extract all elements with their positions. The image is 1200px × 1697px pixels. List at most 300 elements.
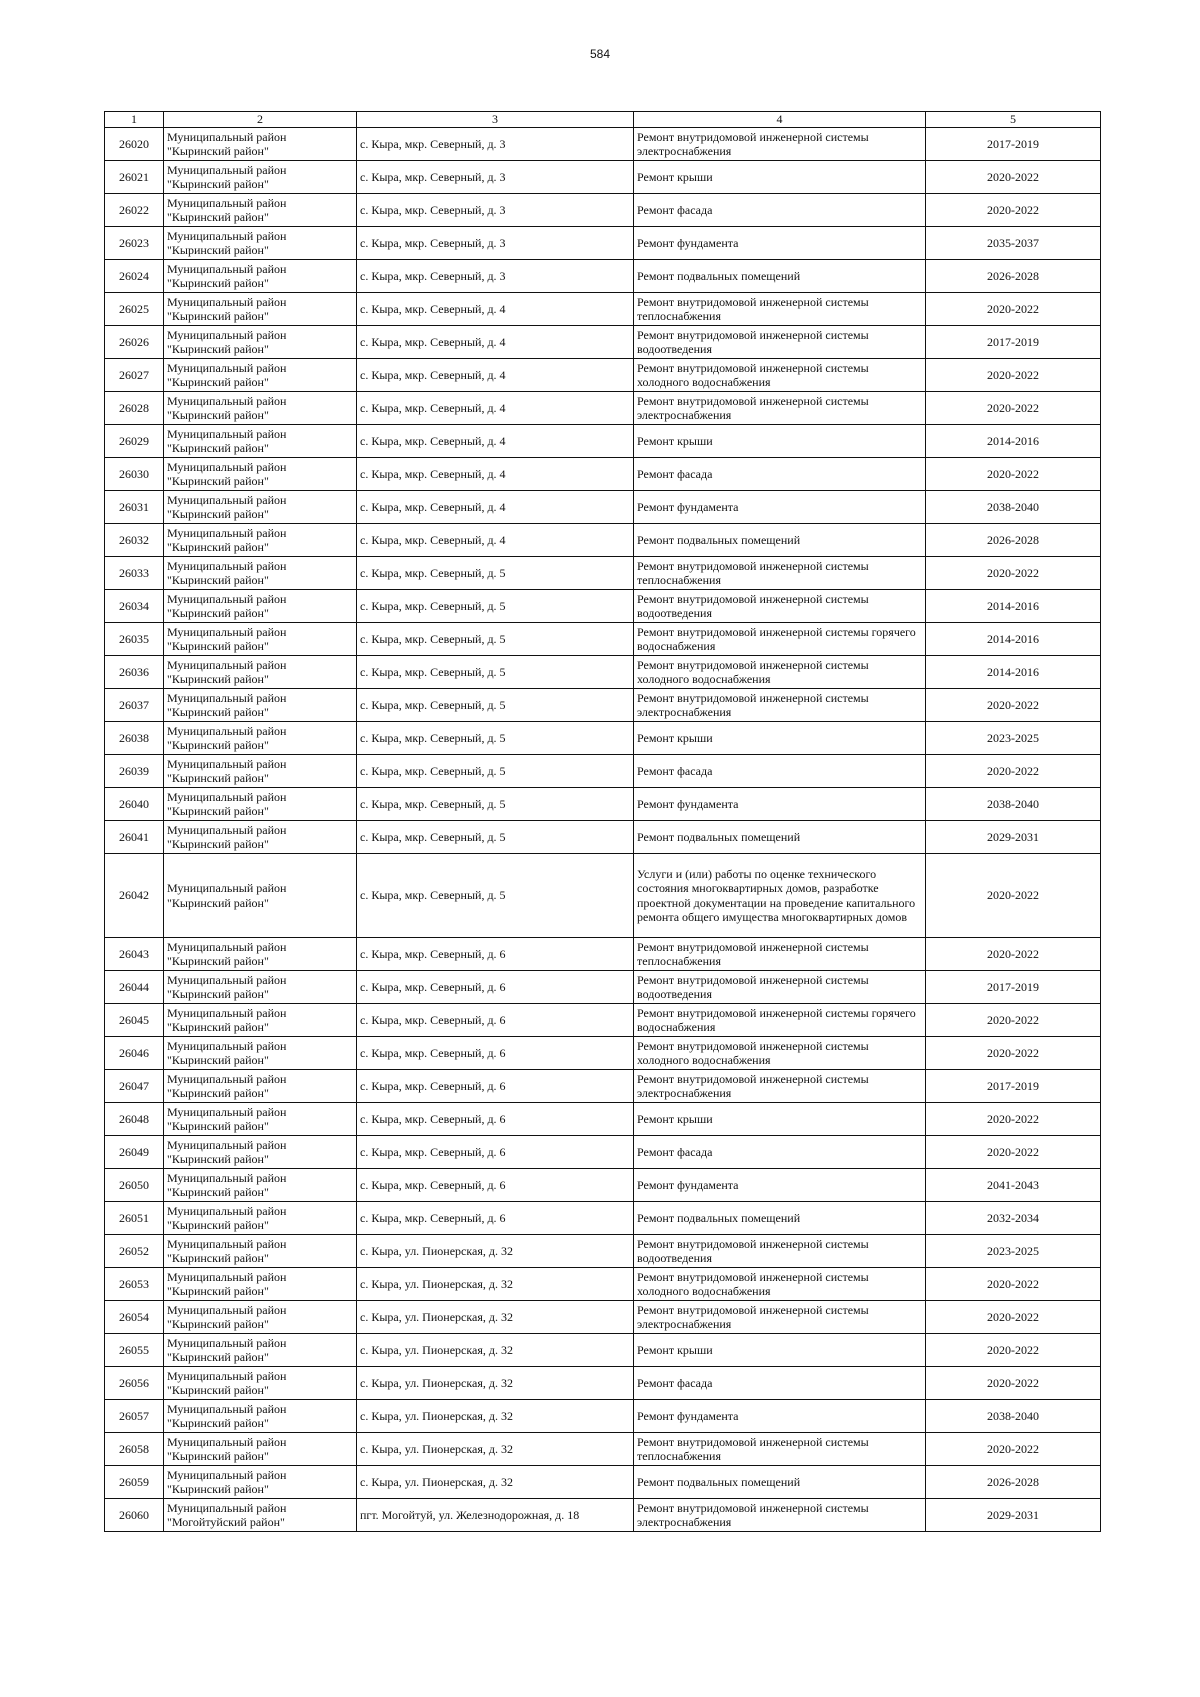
record-number: 26031 xyxy=(105,491,164,524)
table-row xyxy=(105,128,1101,161)
district-line: Муниципальный район xyxy=(167,1104,287,1119)
repair-work-type: Ремонт внутридомовой инженерной системы холодного водоснабжения xyxy=(634,1037,926,1070)
record-number: 26027 xyxy=(105,359,164,392)
table-row xyxy=(105,1103,1101,1136)
record-number: 26036 xyxy=(105,656,164,689)
building-address: с. Кыра, мкр. Северный, д. 6 xyxy=(357,1037,634,1070)
planned-period: 2020-2022 xyxy=(926,938,1101,971)
district-line: "Кыринский район" xyxy=(167,474,269,488)
record-number: 26056 xyxy=(105,1367,164,1400)
planned-period: 2020-2022 xyxy=(926,689,1101,722)
table-row xyxy=(105,689,1101,722)
planned-period: 2014-2016 xyxy=(926,590,1101,623)
planned-period: 2017-2019 xyxy=(926,128,1101,161)
building-address: с. Кыра, мкр. Северный, д. 5 xyxy=(357,722,634,755)
district-line: Муниципальный район xyxy=(167,492,287,507)
table-row xyxy=(105,392,1101,425)
building-address: с. Кыра, ул. Пионерская, д. 32 xyxy=(357,1334,634,1367)
building-address: пгт. Могойтуй, ул. Железнодорожная, д. 18 xyxy=(357,1499,634,1532)
building-address: с. Кыра, мкр. Северный, д. 3 xyxy=(357,128,634,161)
district-line: "Кыринский район" xyxy=(167,441,269,455)
municipal-district xyxy=(164,1400,357,1433)
repair-work-type: Ремонт внутридомовой инженерной системы холодного водоснабжения xyxy=(634,359,926,392)
municipal-district xyxy=(164,971,357,1004)
municipal-district xyxy=(164,227,357,260)
building-address: с. Кыра, мкр. Северный, д. 6 xyxy=(357,971,634,1004)
district-line: "Кыринский район" xyxy=(167,1482,269,1496)
table-row xyxy=(105,938,1101,971)
district-line: "Кыринский район" xyxy=(167,1020,269,1034)
municipal-district xyxy=(164,1268,357,1301)
district-line: Муниципальный район xyxy=(167,1071,287,1086)
planned-period: 2035-2037 xyxy=(926,227,1101,260)
municipal-district xyxy=(164,557,357,590)
district-line: Муниципальный район xyxy=(167,1236,287,1251)
planned-period: 2026-2028 xyxy=(926,524,1101,557)
district-line: "Кыринский район" xyxy=(167,177,269,191)
district-line: Муниципальный район xyxy=(167,162,287,177)
district-line: "Кыринский район" xyxy=(167,639,269,653)
column-header-3: 3 xyxy=(357,112,634,128)
record-number: 26059 xyxy=(105,1466,164,1499)
planned-period: 2038-2040 xyxy=(926,1400,1101,1433)
table-row xyxy=(105,194,1101,227)
planned-period: 2017-2019 xyxy=(926,326,1101,359)
table-row xyxy=(105,359,1101,392)
record-number: 26047 xyxy=(105,1070,164,1103)
repair-work-type: Ремонт фасада xyxy=(634,755,926,788)
table-row xyxy=(105,722,1101,755)
district-line: Муниципальный район xyxy=(167,426,287,441)
record-number: 26060 xyxy=(105,1499,164,1532)
planned-period: 2023-2025 xyxy=(926,722,1101,755)
municipal-district xyxy=(164,1301,357,1334)
building-address: с. Кыра, мкр. Северный, д. 5 xyxy=(357,623,634,656)
district-line: Муниципальный район xyxy=(167,195,287,210)
planned-period: 2020-2022 xyxy=(926,293,1101,326)
building-address: с. Кыра, мкр. Северный, д. 5 xyxy=(357,689,634,722)
planned-period: 2032-2034 xyxy=(926,1202,1101,1235)
planned-period: 2020-2022 xyxy=(926,458,1101,491)
record-number: 26032 xyxy=(105,524,164,557)
district-line: Муниципальный район xyxy=(167,1500,287,1515)
municipal-district xyxy=(164,194,357,227)
table-row xyxy=(105,1367,1101,1400)
repair-work-type: Ремонт внутридомовой инженерной системы электроснабжения xyxy=(634,1070,926,1103)
repair-work-type: Ремонт фундамента xyxy=(634,227,926,260)
municipal-district xyxy=(164,1235,357,1268)
municipal-district xyxy=(164,524,357,557)
repair-work-type: Ремонт внутридомовой инженерной системы теплоснабжения xyxy=(634,557,926,590)
record-number: 26024 xyxy=(105,260,164,293)
district-line: Муниципальный район xyxy=(167,939,287,954)
district-line: Муниципальный район xyxy=(167,657,287,672)
district-line: "Кыринский район" xyxy=(167,309,269,323)
repair-work-type: Ремонт внутридомовой инженерной системы теплоснабжения xyxy=(634,293,926,326)
municipal-district xyxy=(164,1202,357,1235)
repair-work-type: Ремонт фасада xyxy=(634,1136,926,1169)
municipal-district xyxy=(164,821,357,854)
table-row xyxy=(105,293,1101,326)
municipal-district xyxy=(164,755,357,788)
district-line: Муниципальный район xyxy=(167,591,287,606)
record-number: 26040 xyxy=(105,788,164,821)
municipal-district xyxy=(164,1136,357,1169)
district-line: Муниципальный район xyxy=(167,1335,287,1350)
municipal-district xyxy=(164,656,357,689)
table-row xyxy=(105,821,1101,854)
repair-work-type: Ремонт подвальных помещений xyxy=(634,260,926,293)
table-row xyxy=(105,161,1101,194)
district-line: "Кыринский район" xyxy=(167,1383,269,1397)
table-body xyxy=(105,128,1101,1532)
repair-work-type: Ремонт крыши xyxy=(634,1334,926,1367)
municipal-district xyxy=(164,623,357,656)
building-address: с. Кыра, мкр. Северный, д. 5 xyxy=(357,656,634,689)
planned-period: 2014-2016 xyxy=(926,425,1101,458)
repair-work-type: Ремонт внутридомовой инженерной системы водоотведения xyxy=(634,590,926,623)
municipal-district xyxy=(164,1004,357,1037)
planned-period: 2041-2043 xyxy=(926,1169,1101,1202)
record-number: 26020 xyxy=(105,128,164,161)
building-address: с. Кыра, мкр. Северный, д. 4 xyxy=(357,392,634,425)
repair-work-type: Ремонт фундамента xyxy=(634,1400,926,1433)
district-line: Муниципальный район xyxy=(167,327,287,342)
planned-period: 2026-2028 xyxy=(926,260,1101,293)
repair-work-type: Ремонт фундамента xyxy=(634,788,926,821)
repair-work-type: Ремонт подвальных помещений xyxy=(634,1202,926,1235)
municipal-district xyxy=(164,689,357,722)
district-line: Муниципальный район xyxy=(167,558,287,573)
planned-period: 2026-2028 xyxy=(926,1466,1101,1499)
table-row xyxy=(105,854,1101,938)
planned-period: 2038-2040 xyxy=(926,491,1101,524)
district-line: "Кыринский район" xyxy=(167,771,269,785)
building-address: с. Кыра, мкр. Северный, д. 5 xyxy=(357,854,634,938)
municipal-district xyxy=(164,392,357,425)
district-line: Муниципальный район xyxy=(167,1038,287,1053)
planned-period: 2020-2022 xyxy=(926,755,1101,788)
building-address: с. Кыра, ул. Пионерская, д. 32 xyxy=(357,1466,634,1499)
district-line: "Кыринский район" xyxy=(167,507,269,521)
municipal-district xyxy=(164,1499,357,1532)
planned-period: 2029-2031 xyxy=(926,821,1101,854)
district-line: Муниципальный район xyxy=(167,789,287,804)
building-address: с. Кыра, ул. Пионерская, д. 32 xyxy=(357,1235,634,1268)
planned-period: 2020-2022 xyxy=(926,359,1101,392)
table-row xyxy=(105,1136,1101,1169)
repair-work-type: Ремонт внутридомовой инженерной системы электроснабжения xyxy=(634,392,926,425)
district-line: Муниципальный район xyxy=(167,723,287,738)
district-line: Муниципальный район xyxy=(167,459,287,474)
district-line: Муниципальный район xyxy=(167,972,287,987)
planned-period: 2020-2022 xyxy=(926,1004,1101,1037)
district-line: "Кыринский район" xyxy=(167,375,269,389)
planned-period: 2023-2025 xyxy=(926,1235,1101,1268)
record-number: 26057 xyxy=(105,1400,164,1433)
table-row xyxy=(105,260,1101,293)
table-row xyxy=(105,1334,1101,1367)
record-number: 26038 xyxy=(105,722,164,755)
district-line: Муниципальный район xyxy=(167,1368,287,1383)
column-header-1: 1 xyxy=(105,112,164,128)
municipal-district xyxy=(164,938,357,971)
table-row xyxy=(105,227,1101,260)
district-line: Муниципальный район xyxy=(167,881,287,895)
table-row xyxy=(105,1433,1101,1466)
building-address: с. Кыра, мкр. Северный, д. 5 xyxy=(357,821,634,854)
repair-work-type: Ремонт внутридомовой инженерной системы горячего водоснабжения xyxy=(634,1004,926,1037)
table-row xyxy=(105,1301,1101,1334)
district-line: Муниципальный район xyxy=(167,1401,287,1416)
municipal-district xyxy=(164,293,357,326)
municipal-district xyxy=(164,1367,357,1400)
district-line: Муниципальный район xyxy=(167,690,287,705)
district-line: Муниципальный район xyxy=(167,1170,287,1185)
building-address: с. Кыра, ул. Пионерская, д. 32 xyxy=(357,1268,634,1301)
record-number: 26046 xyxy=(105,1037,164,1070)
building-address: с. Кыра, мкр. Северный, д. 5 xyxy=(357,755,634,788)
record-number: 26045 xyxy=(105,1004,164,1037)
record-number: 26043 xyxy=(105,938,164,971)
planned-period: 2014-2016 xyxy=(926,623,1101,656)
municipal-district xyxy=(164,161,357,194)
district-line: Муниципальный район xyxy=(167,1269,287,1284)
repair-work-type: Ремонт внутридомовой инженерной системы водоотведения xyxy=(634,971,926,1004)
record-number: 26058 xyxy=(105,1433,164,1466)
district-line: "Кыринский район" xyxy=(167,738,269,752)
district-line: Муниципальный район xyxy=(167,1137,287,1152)
district-line: "Кыринский район" xyxy=(167,987,269,1001)
column-header-2: 2 xyxy=(164,112,357,128)
building-address: с. Кыра, мкр. Северный, д. 4 xyxy=(357,326,634,359)
planned-period: 2020-2022 xyxy=(926,392,1101,425)
district-line: Муниципальный район xyxy=(167,756,287,771)
district-line: "Кыринский район" xyxy=(167,210,269,224)
record-number: 26028 xyxy=(105,392,164,425)
district-line: "Кыринский район" xyxy=(167,1152,269,1166)
building-address: с. Кыра, мкр. Северный, д. 4 xyxy=(357,425,634,458)
district-line: Муниципальный район xyxy=(167,228,287,243)
record-number: 26051 xyxy=(105,1202,164,1235)
district-line: "Кыринский район" xyxy=(167,1416,269,1430)
column-header-5: 5 xyxy=(926,112,1101,128)
building-address: с. Кыра, ул. Пионерская, д. 32 xyxy=(357,1433,634,1466)
building-address: с. Кыра, мкр. Северный, д. 3 xyxy=(357,260,634,293)
record-number: 26049 xyxy=(105,1136,164,1169)
district-line: Муниципальный район xyxy=(167,1203,287,1218)
district-line: "Кыринский район" xyxy=(167,1086,269,1100)
record-number: 26029 xyxy=(105,425,164,458)
district-line: "Кыринский район" xyxy=(167,1284,269,1298)
building-address: с. Кыра, мкр. Северный, д. 5 xyxy=(357,590,634,623)
building-address: с. Кыра, мкр. Северный, д. 4 xyxy=(357,524,634,557)
repair-work-type: Ремонт фасада xyxy=(634,458,926,491)
municipal-district xyxy=(164,425,357,458)
district-line: "Кыринский район" xyxy=(167,276,269,290)
repair-work-type: Ремонт внутридомовой инженерной системы теплоснабжения xyxy=(634,1433,926,1466)
municipal-district xyxy=(164,458,357,491)
table-row xyxy=(105,590,1101,623)
repair-work-type: Ремонт подвальных помещений xyxy=(634,1466,926,1499)
building-address: с. Кыра, мкр. Северный, д. 4 xyxy=(357,491,634,524)
district-line: Муниципальный район xyxy=(167,822,287,837)
municipal-district xyxy=(164,1334,357,1367)
planned-period: 2020-2022 xyxy=(926,161,1101,194)
district-line: "Кыринский район" xyxy=(167,1350,269,1364)
record-number: 26055 xyxy=(105,1334,164,1367)
table-row xyxy=(105,755,1101,788)
building-address: с. Кыра, мкр. Северный, д. 6 xyxy=(357,1169,634,1202)
district-line: "Кыринский район" xyxy=(167,408,269,422)
district-line: "Кыринский район" xyxy=(167,243,269,257)
planned-period: 2020-2022 xyxy=(926,1433,1101,1466)
planned-period: 2020-2022 xyxy=(926,1136,1101,1169)
repair-work-type: Ремонт внутридомовой инженерной системы водоотведения xyxy=(634,1235,926,1268)
district-line: "Кыринский район" xyxy=(167,804,269,818)
district-line: "Кыринский район" xyxy=(167,573,269,587)
planned-period: 2020-2022 xyxy=(926,194,1101,227)
building-address: с. Кыра, мкр. Северный, д. 5 xyxy=(357,788,634,821)
building-address: с. Кыра, мкр. Северный, д. 4 xyxy=(357,359,634,392)
page-number: 584 xyxy=(589,47,611,61)
repair-work-type: Ремонт внутридомовой инженерной системы электроснабжения xyxy=(634,689,926,722)
planned-period: 2029-2031 xyxy=(926,1499,1101,1532)
repair-work-type: Ремонт крыши xyxy=(634,425,926,458)
municipal-district xyxy=(164,1037,357,1070)
table-row xyxy=(105,788,1101,821)
record-number: 26025 xyxy=(105,293,164,326)
district-line: Муниципальный район xyxy=(167,525,287,540)
building-address: с. Кыра, мкр. Северный, д. 3 xyxy=(357,161,634,194)
planned-period: 2020-2022 xyxy=(926,557,1101,590)
record-number: 26053 xyxy=(105,1268,164,1301)
table-row xyxy=(105,623,1101,656)
repair-work-type: Ремонт внутридомовой инженерной системы электроснабжения xyxy=(634,1301,926,1334)
record-number: 26050 xyxy=(105,1169,164,1202)
planned-period: 2020-2022 xyxy=(926,1367,1101,1400)
building-address: с. Кыра, мкр. Северный, д. 4 xyxy=(357,458,634,491)
table-row xyxy=(105,425,1101,458)
planned-period: 2017-2019 xyxy=(926,1070,1101,1103)
repair-schedule-table xyxy=(104,111,1101,1532)
district-line: "Кыринский район" xyxy=(167,954,269,968)
table-row xyxy=(105,458,1101,491)
table-row xyxy=(105,971,1101,1004)
municipal-district xyxy=(164,491,357,524)
district-line: "Кыринский район" xyxy=(167,1119,269,1133)
building-address: с. Кыра, мкр. Северный, д. 3 xyxy=(357,227,634,260)
district-line: Муниципальный район xyxy=(167,624,287,639)
building-address: с. Кыра, мкр. Северный, д. 6 xyxy=(357,1136,634,1169)
municipal-district xyxy=(164,128,357,161)
repair-work-type: Ремонт внутридомовой инженерной системы теплоснабжения xyxy=(634,938,926,971)
district-line: "Кыринский район" xyxy=(167,606,269,620)
repair-work-type: Ремонт подвальных помещений xyxy=(634,821,926,854)
record-number: 26041 xyxy=(105,821,164,854)
planned-period: 2020-2022 xyxy=(926,1268,1101,1301)
district-line: Муниципальный район xyxy=(167,360,287,375)
building-address: с. Кыра, мкр. Северный, д. 6 xyxy=(357,938,634,971)
column-header-4: 4 xyxy=(634,112,926,128)
record-number: 26026 xyxy=(105,326,164,359)
municipal-district xyxy=(164,722,357,755)
building-address: с. Кыра, мкр. Северный, д. 5 xyxy=(357,557,634,590)
planned-period: 2020-2022 xyxy=(926,1037,1101,1070)
municipal-district xyxy=(164,359,357,392)
planned-period: 2020-2022 xyxy=(926,854,1101,938)
municipal-district xyxy=(164,1433,357,1466)
table-row xyxy=(105,656,1101,689)
repair-work-type: Ремонт внутридомовой инженерной системы горячего водоснабжения xyxy=(634,623,926,656)
building-address: с. Кыра, мкр. Северный, д. 3 xyxy=(357,194,634,227)
district-line: "Кыринский район" xyxy=(167,540,269,554)
building-address: с. Кыра, мкр. Северный, д. 6 xyxy=(357,1202,634,1235)
repair-work-type: Ремонт фасада xyxy=(634,1367,926,1400)
record-number: 26037 xyxy=(105,689,164,722)
building-address: с. Кыра, мкр. Северный, д. 6 xyxy=(357,1004,634,1037)
district-line: Муниципальный район xyxy=(167,129,287,144)
record-number: 26042 xyxy=(105,854,164,938)
district-line: Муниципальный район xyxy=(167,393,287,408)
district-line: "Кыринский район" xyxy=(167,1218,269,1232)
table-row xyxy=(105,491,1101,524)
table-row xyxy=(105,1499,1101,1532)
building-address: с. Кыра, ул. Пионерская, д. 32 xyxy=(357,1301,634,1334)
district-line: "Кыринский район" xyxy=(167,895,269,910)
municipal-district xyxy=(164,854,357,938)
building-address: с. Кыра, мкр. Северный, д. 6 xyxy=(357,1070,634,1103)
repair-work-type: Ремонт внутридомовой инженерной системы холодного водоснабжения xyxy=(634,1268,926,1301)
table-header-row xyxy=(105,112,1101,128)
record-number: 26022 xyxy=(105,194,164,227)
planned-period: 2020-2022 xyxy=(926,1301,1101,1334)
table-row xyxy=(105,1235,1101,1268)
table-row xyxy=(105,1466,1101,1499)
municipal-district xyxy=(164,1169,357,1202)
table-row xyxy=(105,1037,1101,1070)
table-row xyxy=(105,557,1101,590)
repair-work-type: Ремонт фундамента xyxy=(634,1169,926,1202)
table-row xyxy=(105,326,1101,359)
district-line: "Кыринский район" xyxy=(167,672,269,686)
repair-work-type: Ремонт крыши xyxy=(634,1103,926,1136)
repair-work-type: Услуги и (или) работы по оценке технического состояния многоквартирных домов, разработке проектной документации на проведение капитального ремонта общего имущества многоквартирных домов xyxy=(634,854,926,938)
municipal-district xyxy=(164,1466,357,1499)
table-row xyxy=(105,1169,1101,1202)
record-number: 26054 xyxy=(105,1301,164,1334)
district-line: Муниципальный район xyxy=(167,1302,287,1317)
municipal-district xyxy=(164,590,357,623)
district-line: Муниципальный район xyxy=(167,1005,287,1020)
table-row xyxy=(105,1004,1101,1037)
municipal-district xyxy=(164,326,357,359)
repair-work-type: Ремонт внутридомовой инженерной системы электроснабжения xyxy=(634,128,926,161)
municipal-district xyxy=(164,1070,357,1103)
table-row xyxy=(105,1202,1101,1235)
planned-period: 2017-2019 xyxy=(926,971,1101,1004)
repair-work-type: Ремонт подвальных помещений xyxy=(634,524,926,557)
municipal-district xyxy=(164,788,357,821)
municipal-district xyxy=(164,260,357,293)
district-line: "Кыринский район" xyxy=(167,1449,269,1463)
district-line: "Кыринский район" xyxy=(167,144,269,158)
repair-work-type: Ремонт фундамента xyxy=(634,491,926,524)
table-row xyxy=(105,524,1101,557)
planned-period: 2020-2022 xyxy=(926,1334,1101,1367)
district-line: Муниципальный район xyxy=(167,1467,287,1482)
repair-work-type: Ремонт фасада xyxy=(634,194,926,227)
